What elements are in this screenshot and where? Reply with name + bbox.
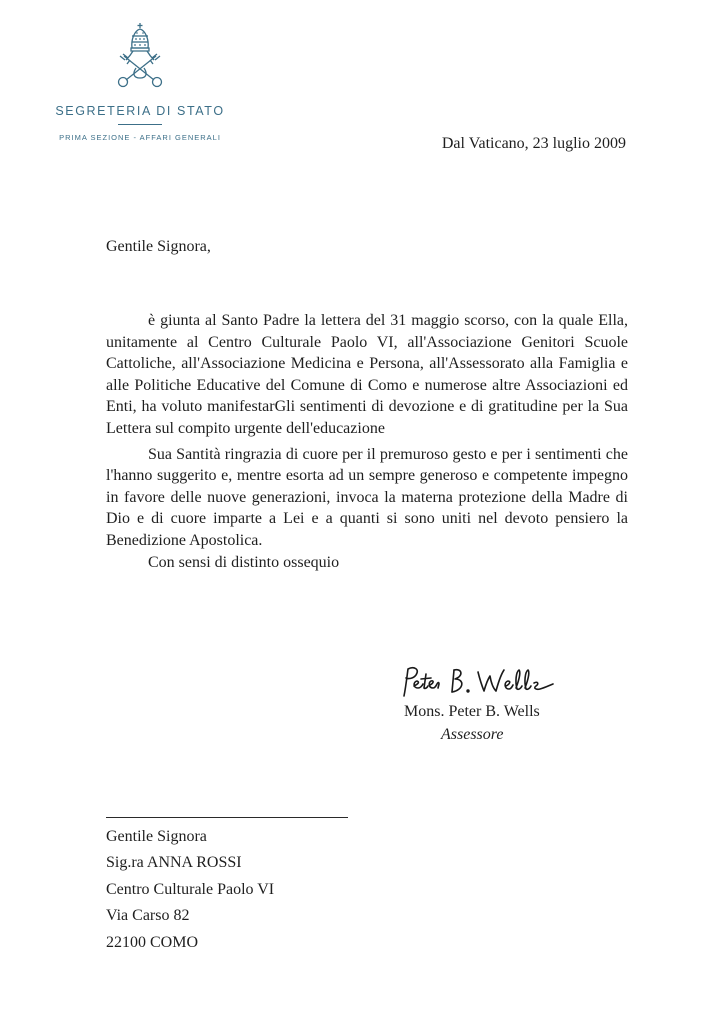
letter-body — [106, 310, 628, 573]
letter-date: Dal Vaticano, 23 luglio 2009 — [441, 135, 626, 152]
office-section: PRIMA SEZIONE - AFFARI GENERALI — [59, 133, 221, 142]
office-title: SEGRETERIA DI STATO — [55, 104, 225, 118]
address-line: Via Carso 82 — [106, 907, 190, 925]
signatory-title: Assessore — [441, 726, 504, 743]
salutation: Gentile Signora, — [106, 238, 211, 255]
letterhead — [40, 20, 240, 142]
letterhead-rule — [118, 124, 162, 125]
address-line: Centro Culturale Paolo VI — [106, 880, 275, 898]
address-divider — [106, 817, 348, 818]
recipient-address — [106, 824, 274, 956]
address-line: Sig.ra ANNA ROSSI — [106, 854, 242, 872]
closing-formula: Con sensi di distinto ossequio — [148, 553, 340, 571]
signatory-name: Mons. Peter B. Wells — [404, 703, 540, 720]
papal-keys-tiara-emblem — [112, 20, 168, 90]
body-paragraph: è giunta al Santo Padre la lettera del 31 maggio scorso, con la quale Ella, unitamente al Centro Culturale Paolo VI, all'Associazione Genitori Scuole Cattoliche, all'Associazione Medicina e Persona, all'Assessorato alla Famiglia e alle Politiche Educative del Comune di Como e numerose altre Associazioni ed Enti, ha voluto manifestarGli sentimenti di devozione e di gratitudine per la Sua Lettera sul compito urgente dell'educazione — [106, 312, 628, 437]
handwritten-signature — [398, 664, 558, 700]
body-paragraph: Sua Santità ringrazia di cuore per il premuroso gesto e per i sentimenti che l'hanno suggerito e, mentre esorta ad un sempre generoso e competente impegno in favore delle nuove generazioni, invoca la materna protezione della Madre di Dio e di cuore imparte a Lei e a quanti si sono uniti nel devoto pensiero la Benedizione Apostolica. — [106, 445, 628, 549]
address-line: Gentile Signora — [106, 828, 207, 845]
address-line: 22100 COMO — [106, 933, 199, 951]
